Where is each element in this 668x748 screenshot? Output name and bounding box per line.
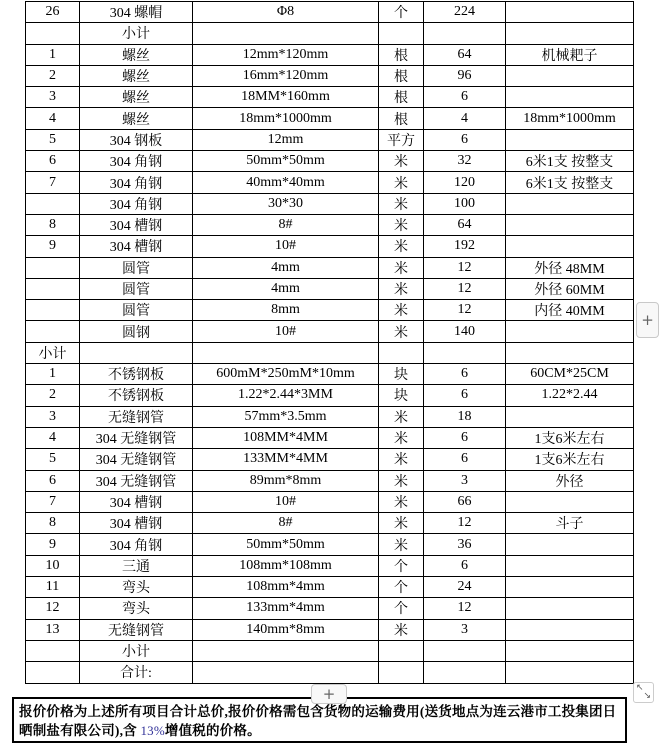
table-cell-specification[interactable]: [193, 662, 379, 683]
table-cell-number[interactable]: 1: [26, 44, 80, 65]
table-cell-number[interactable]: 2: [26, 385, 80, 406]
table-cell-note[interactable]: [506, 534, 634, 555]
table-cell-note[interactable]: 60CM*25CM: [506, 364, 634, 385]
table-cell-item-name[interactable]: 304 槽钢: [80, 214, 193, 235]
table-cell-specification[interactable]: 4mm: [193, 278, 379, 299]
table-cell-item-name[interactable]: 螺丝: [80, 65, 193, 86]
table-cell-note[interactable]: 1.22*2.44: [506, 385, 634, 406]
table-cell-specification[interactable]: 108mm*4mm: [193, 577, 379, 598]
table-cell-item-name[interactable]: 小计: [80, 640, 193, 661]
table-row: [26, 427, 634, 448]
table-cell-item-name[interactable]: 合计:: [80, 662, 193, 683]
table-row: [26, 555, 634, 576]
table-cell-specification[interactable]: [193, 640, 379, 661]
table-cell-unit[interactable]: 米: [379, 534, 424, 555]
table-cell-unit[interactable]: 个: [379, 577, 424, 598]
table-cell-note[interactable]: 18mm*1000mm: [506, 108, 634, 129]
table-cell-item-name[interactable]: 三通: [80, 555, 193, 576]
table-cell-number[interactable]: [26, 321, 80, 342]
add-row-button[interactable]: +: [311, 684, 347, 704]
table-cell-unit[interactable]: 米: [379, 406, 424, 427]
table-row: [26, 406, 634, 427]
table-cell-specification[interactable]: 16mm*120mm: [193, 65, 379, 86]
table-cell-unit[interactable]: 米: [379, 470, 424, 491]
table-cell-item-name[interactable]: 小计: [80, 23, 193, 44]
table-cell-specification[interactable]: Φ8: [193, 2, 379, 23]
table-cell-specification[interactable]: 133mm*4mm: [193, 598, 379, 619]
table-cell-unit[interactable]: 个: [379, 2, 424, 23]
table-cell-unit[interactable]: 米: [379, 172, 424, 193]
table-cell-note[interactable]: [506, 193, 634, 214]
table-cell-note[interactable]: 1支6米左右: [506, 449, 634, 470]
table-cell-item-name[interactable]: 圆管: [80, 257, 193, 278]
note-tax-rate: 13%: [140, 723, 165, 738]
table-cell-item-name[interactable]: 无缝钢管: [80, 619, 193, 640]
table-cell-unit[interactable]: 根: [379, 65, 424, 86]
table-cell-number[interactable]: 小计: [26, 342, 80, 363]
table-cell-item-name[interactable]: [80, 342, 193, 363]
table-cell-item-name[interactable]: 304 槽钢: [80, 491, 193, 512]
table-cell-number[interactable]: 11: [26, 577, 80, 598]
table-cell-quantity[interactable]: 64: [424, 214, 506, 235]
table-cell-item-name[interactable]: 弯头: [80, 577, 193, 598]
table-cell-number[interactable]: 6: [26, 151, 80, 172]
table-cell-specification[interactable]: 10#: [193, 236, 379, 257]
table-cell-number[interactable]: [26, 193, 80, 214]
table-row: [26, 491, 634, 512]
table-row: [26, 470, 634, 491]
table-cell-specification[interactable]: 10#: [193, 491, 379, 512]
table-row: [26, 321, 634, 342]
table-cell-item-name[interactable]: 不锈钢板: [80, 385, 193, 406]
table-row: [26, 577, 634, 598]
table-row: [26, 513, 634, 534]
table-cell-note[interactable]: 外径: [506, 470, 634, 491]
table-row: [26, 534, 634, 555]
table-row: [26, 172, 634, 193]
table-cell-item-name[interactable]: 304 角钢: [80, 151, 193, 172]
table-cell-unit[interactable]: 个: [379, 598, 424, 619]
table-row: [26, 44, 634, 65]
table-cell-item-name[interactable]: 304 角钢: [80, 172, 193, 193]
table-cell-number[interactable]: [26, 640, 80, 661]
table-cell-specification[interactable]: 50mm*50mm: [193, 534, 379, 555]
table-cell-number[interactable]: 2: [26, 65, 80, 86]
table-cell-unit[interactable]: 块: [379, 364, 424, 385]
table-cell-note[interactable]: [506, 321, 634, 342]
table-cell-note[interactable]: [506, 577, 634, 598]
table-cell-item-name[interactable]: 圆钢: [80, 321, 193, 342]
table-cell-specification[interactable]: 12mm*120mm: [193, 44, 379, 65]
table-cell-unit[interactable]: 米: [379, 278, 424, 299]
table-cell-note[interactable]: [506, 23, 634, 44]
table-cell-item-name[interactable]: 304 槽钢: [80, 513, 193, 534]
table-cell-unit[interactable]: 米: [379, 214, 424, 235]
table-row: [26, 598, 634, 619]
table-cell-unit[interactable]: 米: [379, 257, 424, 278]
table-cell-note[interactable]: 6米1支 按整支: [506, 172, 634, 193]
table-cell-quantity[interactable]: 192: [424, 236, 506, 257]
table-cell-number[interactable]: [26, 257, 80, 278]
table-cell-quantity[interactable]: 32: [424, 151, 506, 172]
table-cell-specification[interactable]: 89mm*8mm: [193, 470, 379, 491]
table-cell-quantity[interactable]: 120: [424, 172, 506, 193]
table-cell-unit[interactable]: [379, 23, 424, 44]
table-cell-note[interactable]: [506, 640, 634, 661]
table-cell-item-name[interactable]: 304 无缝钢管: [80, 427, 193, 448]
table-cell-quantity[interactable]: 12: [424, 300, 506, 321]
table-cell-note[interactable]: [506, 598, 634, 619]
table-cell-unit[interactable]: 米: [379, 513, 424, 534]
table-row: [26, 214, 634, 235]
table-cell-quantity[interactable]: 6: [424, 385, 506, 406]
table-cell-item-name[interactable]: 304 钢板: [80, 129, 193, 150]
table-row: [26, 342, 634, 363]
table-cell-specification[interactable]: 600mM*250mM*10mm: [193, 364, 379, 385]
table-cell-quantity[interactable]: 12: [424, 257, 506, 278]
table-row: [26, 257, 634, 278]
table-cell-number[interactable]: 7: [26, 491, 80, 512]
table-cell-item-name[interactable]: 304 角钢: [80, 534, 193, 555]
table-cell-specification[interactable]: 40mm*40mm: [193, 172, 379, 193]
table-cell-number[interactable]: 1: [26, 364, 80, 385]
table-cell-unit[interactable]: 根: [379, 108, 424, 129]
table-cell-specification[interactable]: 30*30: [193, 193, 379, 214]
table-cell-note[interactable]: [506, 236, 634, 257]
table-cell-quantity[interactable]: 66: [424, 491, 506, 512]
table-row: [26, 2, 634, 23]
table-cell-number[interactable]: [26, 662, 80, 683]
table-cell-number[interactable]: 9: [26, 236, 80, 257]
table-cell-unit[interactable]: [379, 662, 424, 683]
table-cell-note[interactable]: [506, 406, 634, 427]
table-cell-quantity[interactable]: 4: [424, 108, 506, 129]
table-cell-quantity[interactable]: 3: [424, 470, 506, 491]
table-cell-number[interactable]: 5: [26, 449, 80, 470]
table-cell-unit[interactable]: 米: [379, 449, 424, 470]
table-cell-specification[interactable]: 57mm*3.5mm: [193, 406, 379, 427]
note-text-before: 报价价格为上述所有项目合计总价,报价价格需包含货物的运输费用(送货地点为连云港市工投集团日晒制盐有限公司),含: [19, 704, 617, 738]
table-cell-item-name[interactable]: 螺丝: [80, 44, 193, 65]
table-cell-number[interactable]: 10: [26, 555, 80, 576]
table-cell-number[interactable]: [26, 300, 80, 321]
table-row: [26, 619, 634, 640]
table-cell-quantity[interactable]: 224: [424, 2, 506, 23]
table-cell-number[interactable]: 3: [26, 406, 80, 427]
table-cell-specification[interactable]: 1.22*2.44*3MM: [193, 385, 379, 406]
add-column-button[interactable]: +: [636, 302, 659, 338]
table-cell-quantity[interactable]: 24: [424, 577, 506, 598]
table-cell-specification[interactable]: 108MM*4MM: [193, 427, 379, 448]
items-table: [25, 1, 634, 684]
table-cell-number[interactable]: 7: [26, 172, 80, 193]
table-cell-specification[interactable]: 18MM*160mm: [193, 87, 379, 108]
table-cell-note[interactable]: 外径 60MM: [506, 278, 634, 299]
table-cell-specification[interactable]: 4mm: [193, 257, 379, 278]
table-cell-quantity[interactable]: 12: [424, 598, 506, 619]
table-row: [26, 23, 634, 44]
table-cell-number[interactable]: 13: [26, 619, 80, 640]
table-cell-note[interactable]: 机械耙子: [506, 44, 634, 65]
table-cell-item-name[interactable]: 304 螺帽: [80, 2, 193, 23]
table-row: [26, 65, 634, 86]
table-cell-unit[interactable]: 米: [379, 427, 424, 448]
table-cell-unit[interactable]: 米: [379, 193, 424, 214]
table-cell-item-name[interactable]: 304 无缝钢管: [80, 470, 193, 491]
table-cell-number[interactable]: [26, 278, 80, 299]
table-cell-quantity[interactable]: 12: [424, 278, 506, 299]
table-cell-quantity[interactable]: 6: [424, 364, 506, 385]
resize-arrow-se-icon: ↘: [643, 691, 651, 701]
table-cell-note[interactable]: 1支6米左右: [506, 427, 634, 448]
table-cell-item-name[interactable]: 无缝钢管: [80, 406, 193, 427]
table-cell-unit[interactable]: 根: [379, 87, 424, 108]
table-row: [26, 449, 634, 470]
table-cell-number[interactable]: 12: [26, 598, 80, 619]
table-cell-specification[interactable]: 10#: [193, 321, 379, 342]
table-cell-specification[interactable]: 8#: [193, 513, 379, 534]
table-cell-unit[interactable]: 平方: [379, 129, 424, 150]
table-cell-number[interactable]: 3: [26, 87, 80, 108]
table-cell-quantity[interactable]: 6: [424, 129, 506, 150]
table-cell-quantity[interactable]: [424, 342, 506, 363]
table-row: [26, 87, 634, 108]
table-cell-quantity[interactable]: 36: [424, 534, 506, 555]
table-cell-item-name[interactable]: 304 槽钢: [80, 236, 193, 257]
table-cell-quantity[interactable]: [424, 640, 506, 661]
table-cell-item-name[interactable]: 304 无缝钢管: [80, 449, 193, 470]
table-cell-note[interactable]: [506, 342, 634, 363]
table-cell-unit[interactable]: 根: [379, 44, 424, 65]
table-cell-note[interactable]: 内径 40MM: [506, 300, 634, 321]
table-cell-quantity[interactable]: [424, 23, 506, 44]
table-cell-number[interactable]: [26, 23, 80, 44]
table-cell-specification[interactable]: 12mm: [193, 129, 379, 150]
table-cell-specification[interactable]: 140mm*8mm: [193, 619, 379, 640]
table-cell-note[interactable]: 外径 48MM: [506, 257, 634, 278]
table-cell-note[interactable]: [506, 555, 634, 576]
resize-arrow-nw-icon: ↖: [636, 683, 644, 693]
table-cell-specification[interactable]: 108mm*108mm: [193, 555, 379, 576]
table-cell-quantity[interactable]: 100: [424, 193, 506, 214]
table-cell-specification[interactable]: 18mm*1000mm: [193, 108, 379, 129]
table-cell-quantity[interactable]: 96: [424, 65, 506, 86]
table-row: [26, 364, 634, 385]
table-cell-quantity[interactable]: 140: [424, 321, 506, 342]
table-cell-number[interactable]: 8: [26, 214, 80, 235]
table-cell-note[interactable]: [506, 214, 634, 235]
table-cell-item-name[interactable]: 圆管: [80, 278, 193, 299]
table-cell-number[interactable]: 26: [26, 2, 80, 23]
table-cell-note[interactable]: [506, 129, 634, 150]
table-row: [26, 129, 634, 150]
table-cell-unit[interactable]: 个: [379, 555, 424, 576]
table-row: [26, 108, 634, 129]
table-cell-specification[interactable]: [193, 23, 379, 44]
table-cell-note[interactable]: [506, 2, 634, 23]
table-cell-quantity[interactable]: 6: [424, 427, 506, 448]
table-cell-note[interactable]: [506, 65, 634, 86]
table-row: [26, 278, 634, 299]
table-cell-specification[interactable]: [193, 342, 379, 363]
table-cell-quantity[interactable]: 6: [424, 555, 506, 576]
table-cell-quantity[interactable]: 64: [424, 44, 506, 65]
table-cell-number[interactable]: 6: [26, 470, 80, 491]
table-cell-unit[interactable]: [379, 342, 424, 363]
table-cell-unit[interactable]: 米: [379, 619, 424, 640]
table-cell-specification[interactable]: 8mm: [193, 300, 379, 321]
table-cell-number[interactable]: 5: [26, 129, 80, 150]
table-cell-note[interactable]: [506, 662, 634, 683]
table-cell-unit[interactable]: [379, 640, 424, 661]
table-row: [26, 151, 634, 172]
table-cell-quantity[interactable]: 6: [424, 449, 506, 470]
table-cell-note[interactable]: [506, 491, 634, 512]
table-resize-handle[interactable]: [633, 682, 654, 703]
table-cell-item-name[interactable]: 圆管: [80, 300, 193, 321]
table-row: [26, 193, 634, 214]
table-cell-number[interactable]: 4: [26, 427, 80, 448]
table-cell-item-name[interactable]: 304 角钢: [80, 193, 193, 214]
table-cell-item-name[interactable]: 不锈钢板: [80, 364, 193, 385]
table-cell-note[interactable]: 6米1支 按整支: [506, 151, 634, 172]
table-cell-specification[interactable]: 133MM*4MM: [193, 449, 379, 470]
table-cell-item-name[interactable]: 弯头: [80, 598, 193, 619]
table-cell-number[interactable]: 9: [26, 534, 80, 555]
table-cell-unit[interactable]: 米: [379, 236, 424, 257]
table-cell-quantity[interactable]: 3: [424, 619, 506, 640]
table-cell-specification[interactable]: 50mm*50mm: [193, 151, 379, 172]
table-row: [26, 236, 634, 257]
table-body: [26, 2, 634, 684]
table-cell-item-name[interactable]: 螺丝: [80, 87, 193, 108]
table-cell-unit[interactable]: 块: [379, 385, 424, 406]
table-row: [26, 385, 634, 406]
table-cell-unit[interactable]: 米: [379, 151, 424, 172]
table-cell-unit[interactable]: 米: [379, 300, 424, 321]
table-cell-quantity[interactable]: [424, 662, 506, 683]
table-cell-note[interactable]: 斗子: [506, 513, 634, 534]
table-row: [26, 300, 634, 321]
table-cell-unit[interactable]: 米: [379, 321, 424, 342]
table-cell-note[interactable]: [506, 619, 634, 640]
table-row: [26, 640, 634, 661]
note-text-after: 增值税的价格。: [164, 723, 261, 738]
table-cell-number[interactable]: 8: [26, 513, 80, 534]
table-cell-item-name[interactable]: 螺丝: [80, 108, 193, 129]
table-cell-note[interactable]: [506, 87, 634, 108]
table-cell-specification[interactable]: 8#: [193, 214, 379, 235]
table-cell-quantity[interactable]: 12: [424, 513, 506, 534]
table-cell-quantity[interactable]: 18: [424, 406, 506, 427]
table-cell-unit[interactable]: 米: [379, 491, 424, 512]
table-cell-quantity[interactable]: 6: [424, 87, 506, 108]
table-row: [26, 662, 634, 683]
table-cell-number[interactable]: 4: [26, 108, 80, 129]
